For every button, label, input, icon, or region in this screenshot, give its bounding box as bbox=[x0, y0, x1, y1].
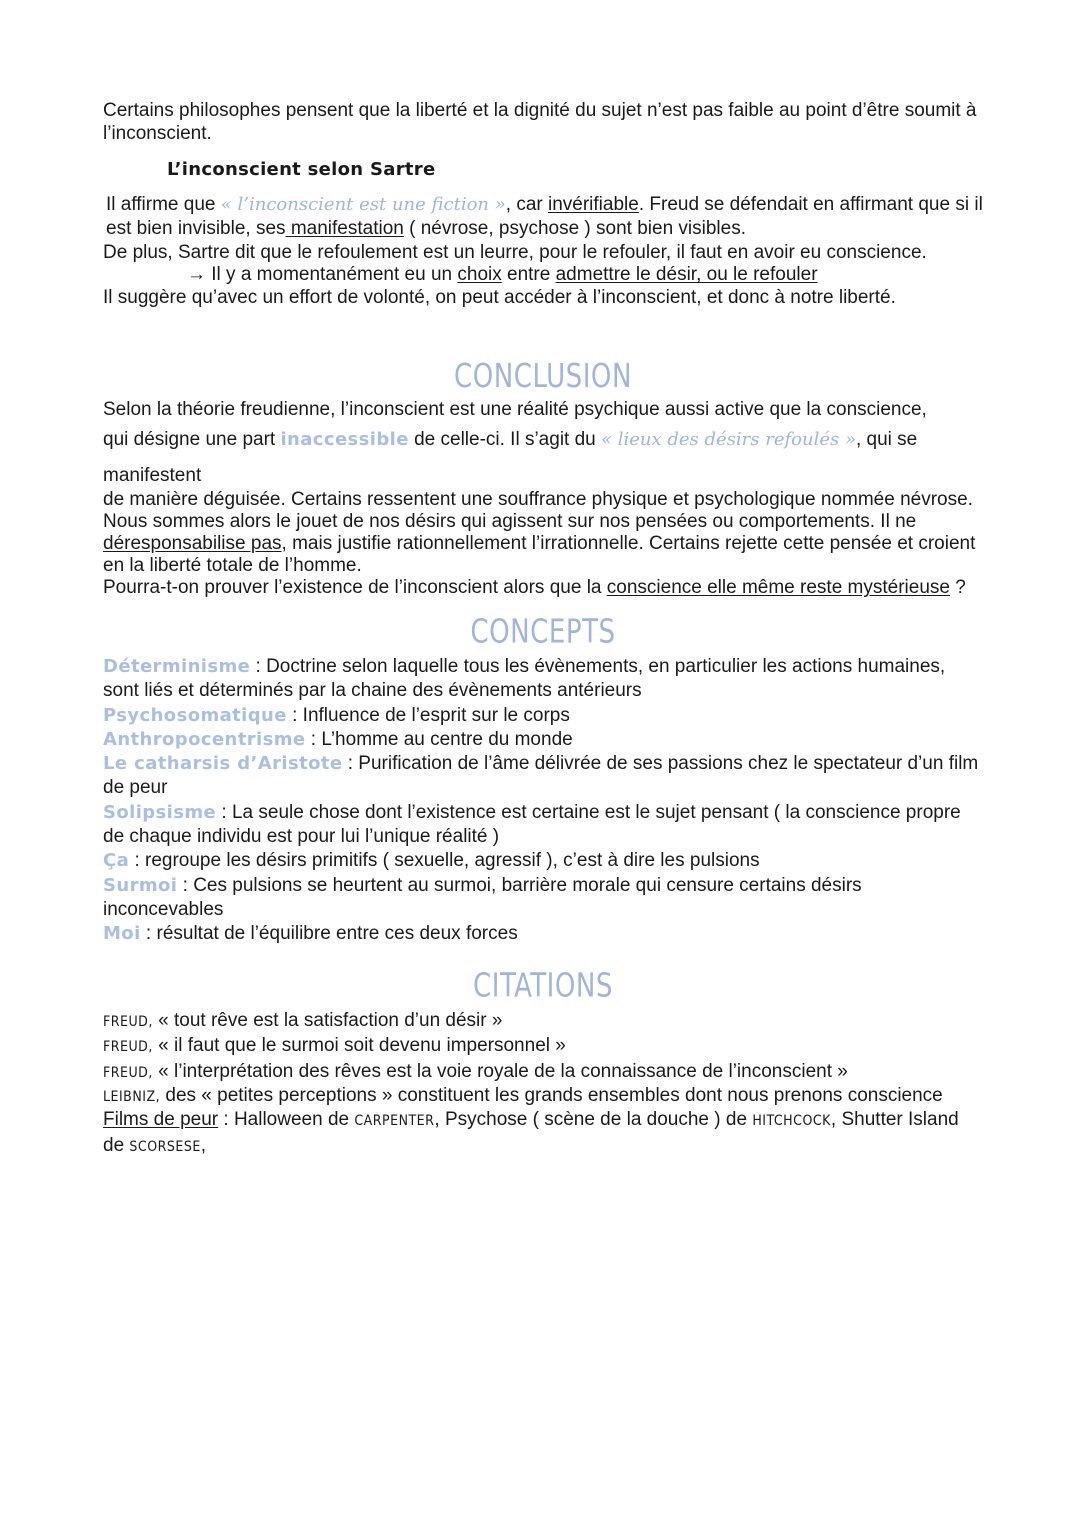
concepts-heading: CONCEPTS bbox=[470, 611, 616, 651]
concept-definition: : L’homme au centre du monde bbox=[305, 728, 573, 750]
concept-item bbox=[103, 728, 983, 752]
concept-item bbox=[103, 922, 983, 946]
concept-term: Anthropocentrisme bbox=[103, 728, 306, 750]
sartre-paragraph-2: De plus, Sartre dit que le refoulement est un leurre, pour le refouler, il faut en avoir eu conscience. bbox=[103, 241, 927, 263]
concept-term: Moi bbox=[103, 923, 141, 945]
sartre-quote: « l’inconscient est une fiction » bbox=[220, 193, 506, 215]
concept-definition: : La seule chose dont l’existence est certaine est le sujet pensant ( la conscience propre de chaque individu est pour lui l’unique réalité ) bbox=[103, 801, 961, 848]
citation-author: FREUD, bbox=[103, 1013, 153, 1030]
text: . Freud se défendait en affirmant que si il est bien invisible, ses bbox=[106, 193, 983, 239]
concept-definition: : regroupe les désirs primitifs ( sexuelle, agressif ), c’est à dire les pulsions bbox=[129, 850, 760, 872]
text: qui désigne une part bbox=[103, 429, 281, 450]
concept-term: Le catharsis d’Aristote bbox=[103, 753, 343, 775]
concept-definition: : Ces pulsions se heurtent au surmoi, barrière morale qui censure certains désirs inconcevables bbox=[103, 874, 862, 920]
intro-paragraph: Certains philosophes pensent que la liberté et la dignité du sujet n’est pas faible au point d’être soumit à l’inconscient. bbox=[103, 100, 977, 144]
director-name: SCORSESE bbox=[129, 1138, 201, 1155]
concept-item bbox=[103, 849, 983, 873]
citation-item bbox=[103, 1060, 983, 1086]
citation-item bbox=[103, 1085, 983, 1108]
concept-item bbox=[103, 704, 983, 728]
underlined-text: invérifiable bbox=[548, 193, 639, 215]
conclusion-quote: « lieux des désirs refoulés » bbox=[601, 429, 856, 450]
sartre-heading: L’inconscient selon Sartre bbox=[167, 159, 436, 180]
conclusion-line-1: Selon la théorie freudienne, l’inconscient est une réalité psychique aussi active que la conscience, bbox=[103, 399, 927, 420]
conclusion-line-2 bbox=[103, 422, 983, 494]
citation-author: LEIBNIZ, bbox=[103, 1089, 161, 1106]
conclusion-body bbox=[103, 489, 983, 577]
concept-term: Solipsisme bbox=[103, 801, 217, 823]
underlined-text: manifestation bbox=[285, 218, 404, 239]
citations-list bbox=[103, 1009, 983, 1160]
conclusion-question bbox=[103, 577, 983, 599]
films-item bbox=[103, 1108, 983, 1159]
concept-item bbox=[103, 752, 983, 801]
citation-text: « il faut que le surmoi soit devenu impersonnel » bbox=[152, 1035, 566, 1057]
text: ? bbox=[949, 577, 966, 598]
concept-definition: : Purification de l’âme délivrée de ses passions chez le spectateur d’un film de peur bbox=[103, 753, 979, 799]
concept-term: Psychosomatique bbox=[103, 704, 287, 726]
citations-heading: CITATIONS bbox=[473, 965, 613, 1005]
text: ( névrose, psychose ) sont bien visibles. bbox=[403, 218, 747, 239]
concept-item bbox=[103, 874, 983, 923]
underlined-text: déresponsabilise pas bbox=[103, 533, 282, 554]
text: , car bbox=[505, 193, 548, 215]
text: , mais justifie rationnellement l’irrationnelle. Certains rejette cette pensée et croient en la liberté totale de l’homme. bbox=[103, 533, 976, 576]
text: , Shutter Island de bbox=[103, 1109, 959, 1156]
citation-item bbox=[103, 1009, 983, 1035]
underlined-text: conscience elle même reste mystérieuse bbox=[606, 577, 950, 598]
concept-term: Déterminisme bbox=[103, 656, 251, 677]
text: , Psychose ( scène de la douche ) de bbox=[434, 1109, 753, 1131]
underlined-text: admettre le désir, ou le refouler bbox=[555, 264, 818, 285]
citation-author: FREUD, bbox=[103, 1064, 153, 1081]
concept-term: Surmoi bbox=[103, 874, 178, 896]
citation-text: « tout rêve est la satisfaction d’un désir » bbox=[152, 1009, 503, 1031]
arrow-icon: → bbox=[187, 264, 206, 285]
citation-author: FREUD, bbox=[103, 1039, 153, 1056]
sartre-paragraph-3 bbox=[187, 264, 983, 287]
concept-definition: : résultat de l’équilibre entre ces deux forces bbox=[140, 923, 518, 945]
text: Il affirme que bbox=[106, 193, 221, 215]
concept-term: Ça bbox=[103, 850, 130, 872]
sartre-paragraph-1 bbox=[106, 193, 983, 242]
director-name: CARPENTER bbox=[354, 1113, 435, 1130]
text: entre bbox=[501, 264, 556, 285]
highlight-term: inaccessible bbox=[280, 429, 409, 450]
sartre-paragraph-4: Il suggère qu’avec un effort de volonté, on peut accéder à l’inconscient, et donc à notre liberté. bbox=[103, 286, 896, 308]
concept-definition: : Doctrine selon laquelle tous les évènements, en particulier les actions humaines, sont liés et déterminés par la chaine des évènements antérieurs bbox=[103, 656, 946, 702]
text: Il y a momentanément eu un bbox=[206, 264, 458, 285]
citation-text: des « petites perceptions » constituent les grands ensembles dont nous prenons conscience bbox=[160, 1085, 943, 1107]
concept-definition: : Influence de l’esprit sur le corps bbox=[286, 704, 570, 726]
citation-item bbox=[103, 1034, 983, 1060]
text: de manière déguisée. Certains ressentent une souffrance physique et psychologique nommée névrose. Nous sommes alors le jouet de nos désirs qui agissent sur nos pensées ou comportements. Il ne bbox=[103, 489, 973, 532]
text: de celle-ci. Il s’agit du bbox=[408, 429, 602, 450]
films-label: Films de peur bbox=[103, 1109, 219, 1131]
concepts-list bbox=[103, 655, 983, 947]
concept-item bbox=[103, 801, 983, 850]
text: , bbox=[200, 1134, 207, 1156]
concept-item bbox=[103, 655, 983, 704]
conclusion-heading: CONCLUSION bbox=[454, 355, 632, 395]
text: Pourra-t-on prouver l’existence de l’inconscient alors que la bbox=[103, 577, 607, 598]
text: , qui se manifestent bbox=[103, 429, 918, 486]
document-page bbox=[103, 100, 983, 1159]
director-name: HITCHCOCK bbox=[752, 1113, 831, 1130]
underlined-text: choix bbox=[457, 264, 502, 285]
text: : Halloween de bbox=[218, 1109, 355, 1131]
citation-text: « l’interprétation des rêves est la voie royale de la connaissance de l’inconscient » bbox=[152, 1060, 848, 1082]
